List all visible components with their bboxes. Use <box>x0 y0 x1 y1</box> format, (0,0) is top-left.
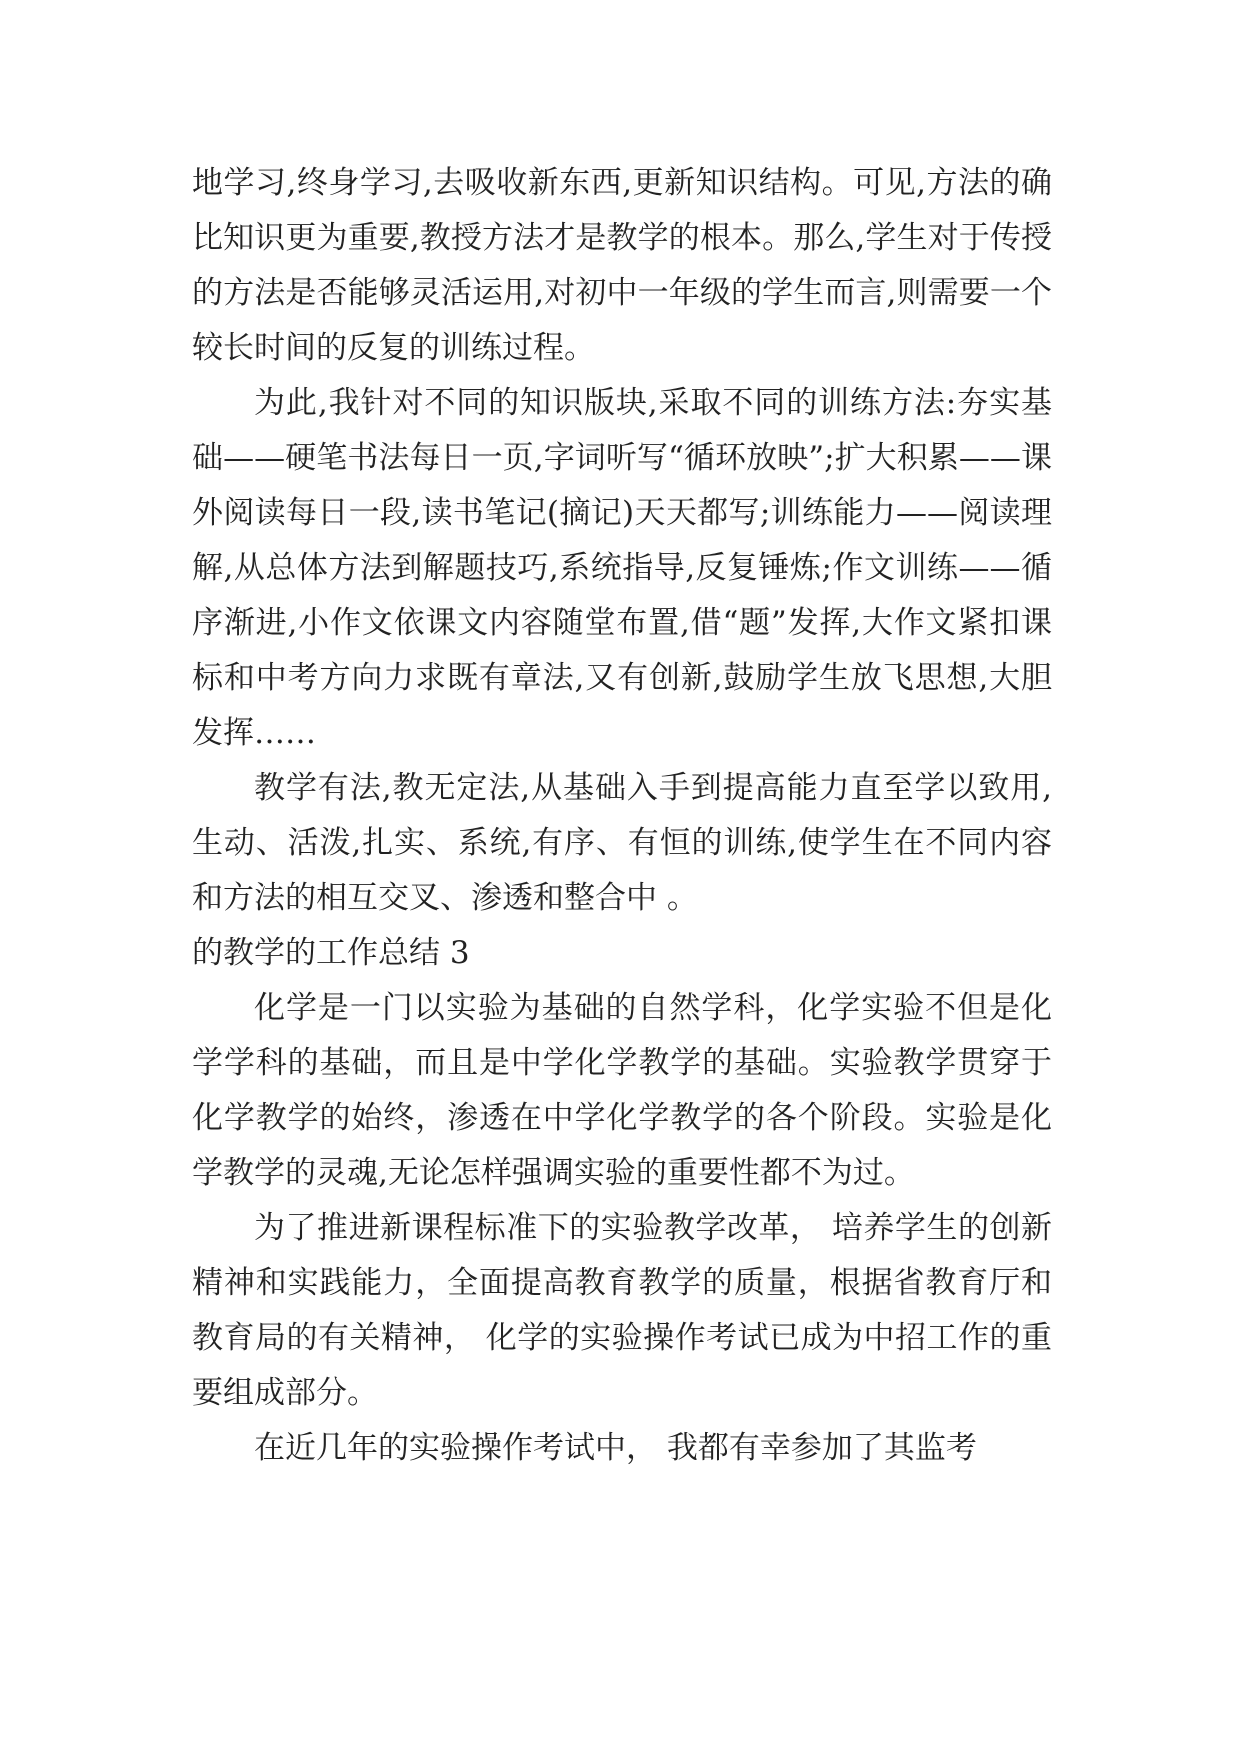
paragraph-2: 为此,我针对不同的知识版块,采取不同的训练方法:夯实基础——硬笔书法每日一页,字词听写“循环放映”;扩大积累——课外阅读每日一段,读书笔记(摘记)天天都写;训练能力——阅读理解,从总体方法到解题技巧,系统指导,反复锤炼;作文训练——循序渐进,小作文依课文内容随堂布置,借“题”发挥,大作文紧扣课标和中考方向力求既有章法,又有创新,鼓励学生放飞思想,大胆发挥…… <box>192 385 1052 751</box>
section-heading: 的教学的工作总结 3 <box>192 935 470 971</box>
paragraph-1: 地学习,终身学习,去吸收新东西,更新知识结构。可见,方法的确比知识更为重要,教授方法才是教学的根本。那么,学生对于传授的方法是否能够灵活运用,对初中一年级的学生而言,则需要一个较长时间的反复的训练过程。 <box>192 165 1052 366</box>
document-body <box>192 156 1052 1476</box>
paragraph-4: 化学是一门以实验为基础的自然学科，化学实验不但是化学学科的基础，而且是中学化学教学的基础。实验教学贯穿于化学教学的始终，渗透在中学化学教学的各个阶段。实验是化学教学的灵魂,无论怎样强调实验的重要性都不为过。 <box>192 990 1052 1191</box>
paragraph-5: 为了推进新课程标准下的实验教学改革， 培养学生的创新精神和实践能力，全面提高教育教学的质量，根据省教育厅和教育局的有关精神， 化学的实验操作考试已成为中招工作的重要组成部分。 <box>192 1210 1052 1411</box>
paragraph-3: 教学有法,教无定法,从基础入手到提高能力直至学以致用,生动、活泼,扎实、系统,有序、有恒的训练,使学生在不同内容和方法的相互交叉、渗透和整合中 。 <box>192 770 1052 916</box>
paragraph-6: 在近几年的实验操作考试中， 我都有幸参加了其监考 <box>254 1430 977 1466</box>
